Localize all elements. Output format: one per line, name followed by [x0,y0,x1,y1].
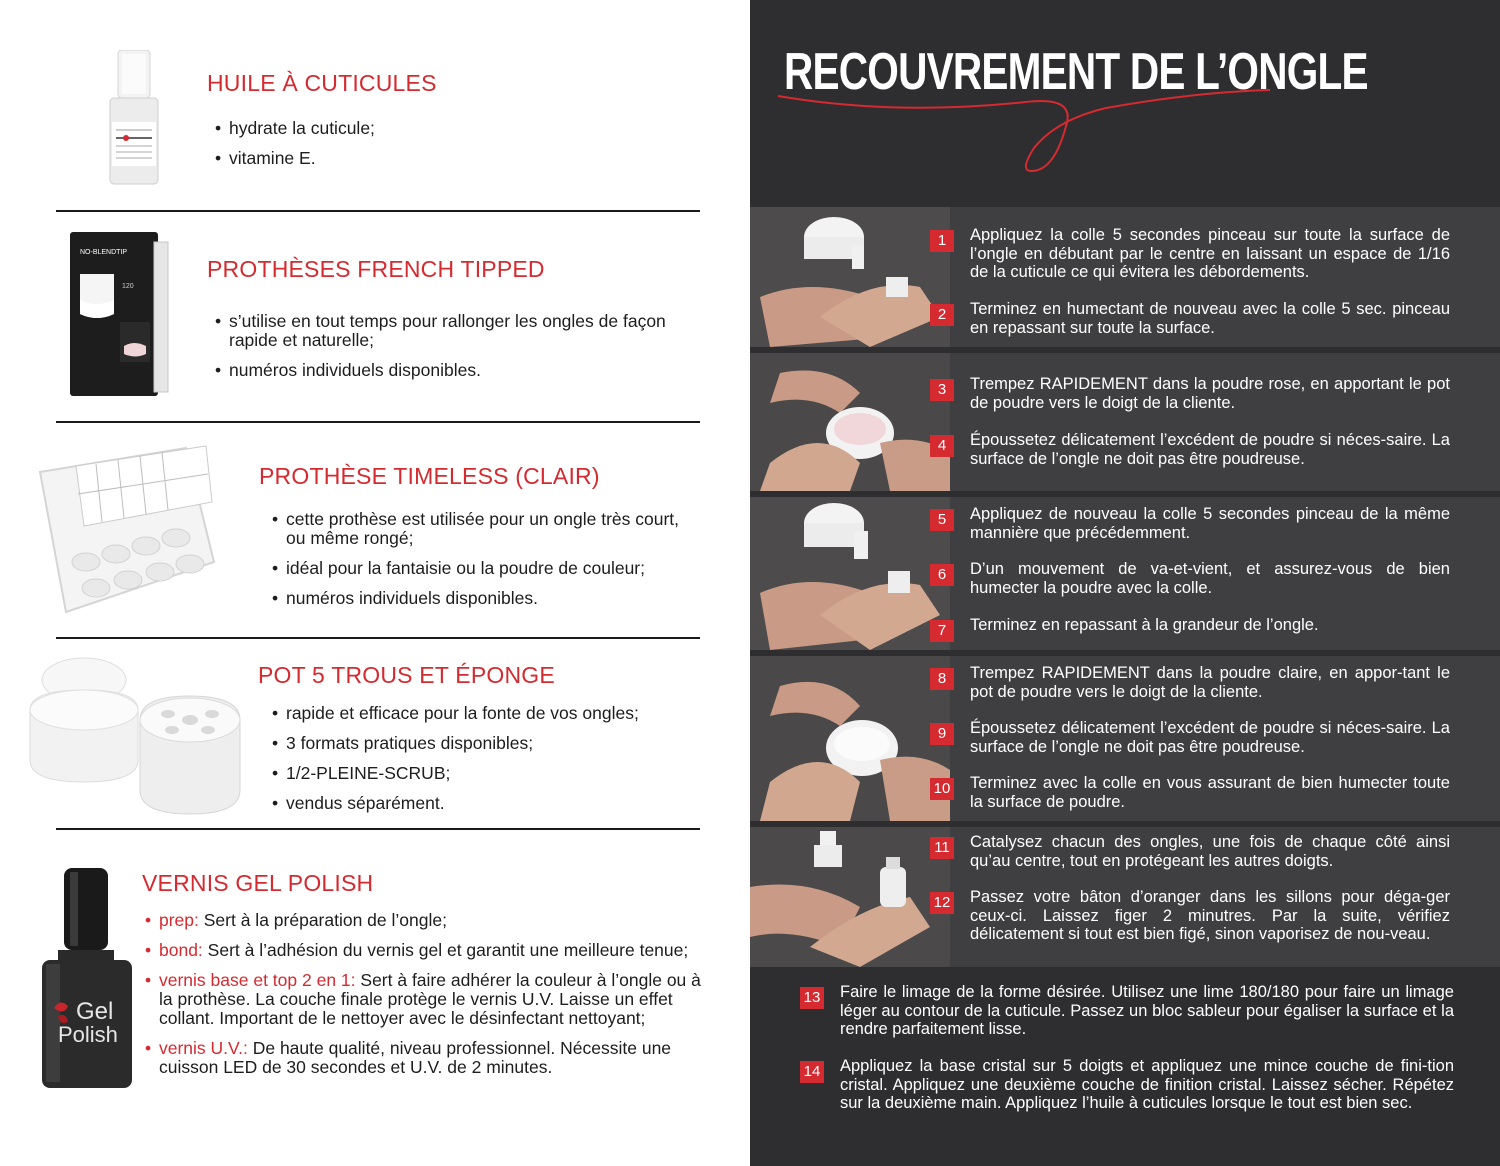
step-number: 4 [930,435,954,457]
instructions-panel [750,0,1500,1166]
gel-item-text: Sert à l’adhésion du vernis gel et garantit une meilleure tenue; [202,940,689,960]
step-14 [800,1057,1454,1113]
bullet-list-pot-5-trous [272,704,702,824]
gel-item-base-top [145,971,710,1028]
decorative-swirl [776,86,1276,186]
step-1 [930,226,1450,282]
section-title-french-tipped: PROTHÈSES FRENCH TIPPED [207,256,545,282]
step-photo-pink-powder [750,353,950,491]
section-divider [56,637,700,639]
step-text: Époussetez délicatement l’excédent de poudre si néces-saire. La surface de l’ongle ne doit pas être poudreuse. [970,431,1450,468]
page-title: RECOUVREMENT DE L’ONGLE [784,43,1368,101]
step-13 [800,983,1454,1039]
section-title-timeless: PROTHÈSE TIMELESS (CLAIR) [259,463,600,489]
gel-item-key: prep: [159,910,199,930]
section-divider [56,828,700,830]
step-block-3 [750,497,1500,650]
product-image-gel-polish-bottle [40,866,134,1092]
step-block-1 [750,207,1500,347]
bullet-item: • 3 formats pratiques disponibles; [272,734,702,753]
step-block-5 [750,827,1500,967]
step-text: Faire le limage de la forme désirée. Utilisez une lime 180/180 pour faire un limage léger au contour de la cuticule. Passez un bloc sableur pour égaliser la surface et la rendre parfaitement lisse. [840,983,1454,1038]
bullet-list-french-tipped [215,312,685,391]
step-text: D’un mouvement de va-et-vient, et assurez-vous de bien humecter la poudre avec la colle. [970,560,1450,597]
step-text: Époussetez délicatement l’excédent de poudre si néces-saire. La surface de l’ongle ne doit pas être poudreuse. [970,719,1450,756]
step-block-4 [750,656,1500,821]
step-text: Trempez RAPIDEMENT dans la poudre rose, en apportant le pot de poudre vers le doigt de la cliente. [970,375,1450,412]
gel-item-bond [145,941,710,960]
bottle-label-polish: Polish [58,1022,118,1047]
bullet-item: • rapide et efficace pour la fonte de vos ongles; [272,704,702,723]
step-text: Catalysez chacun des ongles, une fois de chaque côté ainsi qu’au centre, tout en protégeant les autres doigts. [970,833,1450,870]
bottle-label-gel: Gel [76,998,114,1025]
step-3 [930,375,1450,412]
step-text: Terminez avec la colle en vous assurant de bien humecter toute la surface de poudre. [970,774,1450,811]
product-image-timeless-tip-box [36,442,216,618]
step-photo-glue [750,207,950,347]
gel-item-text: Sert à la préparation de l’ongle; [198,910,447,930]
gel-item-prep [145,911,710,930]
step-12 [930,888,1450,944]
section-divider [56,210,700,212]
bullet-list-timeless [272,510,702,619]
bullet-item: • cette prothèse est utilisée pour un ongle très court, ou même rongé; [272,510,702,548]
section-title-gel-polish: VERNIS GEL POLISH [142,870,374,896]
step-number: 1 [930,230,954,252]
bullet-item: • vendus séparément. [272,794,702,813]
step-2 [930,300,1450,337]
gel-item-text: De haute qualité, niveau professionnel. Nécessite une cuisson LED de 30 secondes et U.V. de 2 minutes. [159,1038,672,1077]
step-number: 2 [930,304,954,326]
step-6 [930,560,1450,597]
step-text: Appliquez la colle 5 secondes pinceau sur toute la surface de l’ongle en débutant par le centre en laissant un espace de 1/16 de la cuticule ce qui évitera les débordements. [970,226,1450,281]
step-number: 9 [930,723,954,745]
step-8 [930,664,1450,701]
step-number: 6 [930,564,954,586]
step-7 [930,616,1450,642]
step-number: 11 [930,837,954,859]
step-4 [930,431,1450,468]
product-image-french-tips [66,222,172,402]
step-number: 13 [800,987,824,1009]
step-number: 3 [930,379,954,401]
product-image-dappen-pot-sponge [22,650,252,820]
step-photo-catalyst [750,827,950,967]
section-title-pot-5-trous: POT 5 TROUS ET ÉPONGE [258,662,555,688]
gel-item-uv [145,1039,710,1077]
bullet-list-cuticle-oil [215,119,655,179]
section-divider [56,421,700,423]
gel-item-text: Sert à faire adhérer la couleur à l’ongle ou à la prothèse. La couche finale protège le vernis U.V. Laisse un effet collant. Important de le nettoyer avec le désinfectant nettoyant; [159,970,701,1028]
bullet-list-gel-polish [145,911,710,1088]
step-text: Passez votre bâton d’oranger dans les sillons pour déga-ger ceux-ci. Laissez figer 2 minutres. Par la suite, vérifiez délicatement si tout est bien figé, sinon vaporisez de nou-veau. [970,888,1450,943]
step-text: Trempez RAPIDEMENT dans la poudre claire, en appor-tant le pot de poudre vers le doigt de la cliente. [970,664,1450,701]
step-text: Appliquez de nouveau la colle 5 secondes pinceau de la même mannière que précédemment. [970,505,1450,542]
bullet-item: • 1/2-PLEINE-SCRUB; [272,764,702,783]
bullet-item: • s’utilise en tout temps pour rallonger les ongles de façon rapide et naturelle; [215,312,685,350]
svg-text:NO-BLENDTIP: NO-BLENDTIP [80,249,128,256]
step-text: Appliquez la base cristal sur 5 doigts et appliquez une mince couche de fini-tion cristal. Appliquez une deuxième couche de finition cristal. Laissez sécher. Répétez sur la deuxième main. Appliquez l’huile à cuticules lorsque le tout est bien sec. [840,1057,1454,1112]
step-number: 10 [930,778,954,800]
step-5 [930,505,1450,542]
bullet-item: • numéros individuels disponibles. [272,589,702,608]
step-text: Terminez en repassant à la grandeur de l’ongle. [970,616,1319,634]
step-photo-glue-again [750,497,950,650]
step-number: 14 [800,1061,824,1083]
product-image-cuticle-oil [104,50,164,186]
step-block-2 [750,353,1500,491]
step-number: 7 [930,620,954,642]
step-number: 8 [930,668,954,690]
bullet-item: • idéal pour la fantaisie ou la poudre de couleur; [272,559,702,578]
bullet-item: • vitamine E. [215,149,655,168]
step-text: Terminez en humectant de nouveau avec la colle 5 sec. pinceau en repassant sur toute la surface. [970,300,1450,337]
gel-item-key: vernis U.V.: [159,1038,248,1058]
step-10 [930,774,1450,811]
section-title-cuticle-oil: HUILE À CUTICULES [207,70,437,96]
step-9 [930,719,1450,756]
step-11 [930,833,1450,870]
bullet-item: • hydrate la cuticule; [215,119,655,138]
bullet-item: • numéros individuels disponibles. [215,361,685,380]
step-number: 5 [930,509,954,531]
gel-item-key: vernis base et top 2 en 1: [159,970,356,990]
gel-item-key: bond: [159,940,203,960]
svg-text:120: 120 [122,283,134,290]
step-number: 12 [930,892,954,914]
step-photo-clear-powder [750,656,950,821]
